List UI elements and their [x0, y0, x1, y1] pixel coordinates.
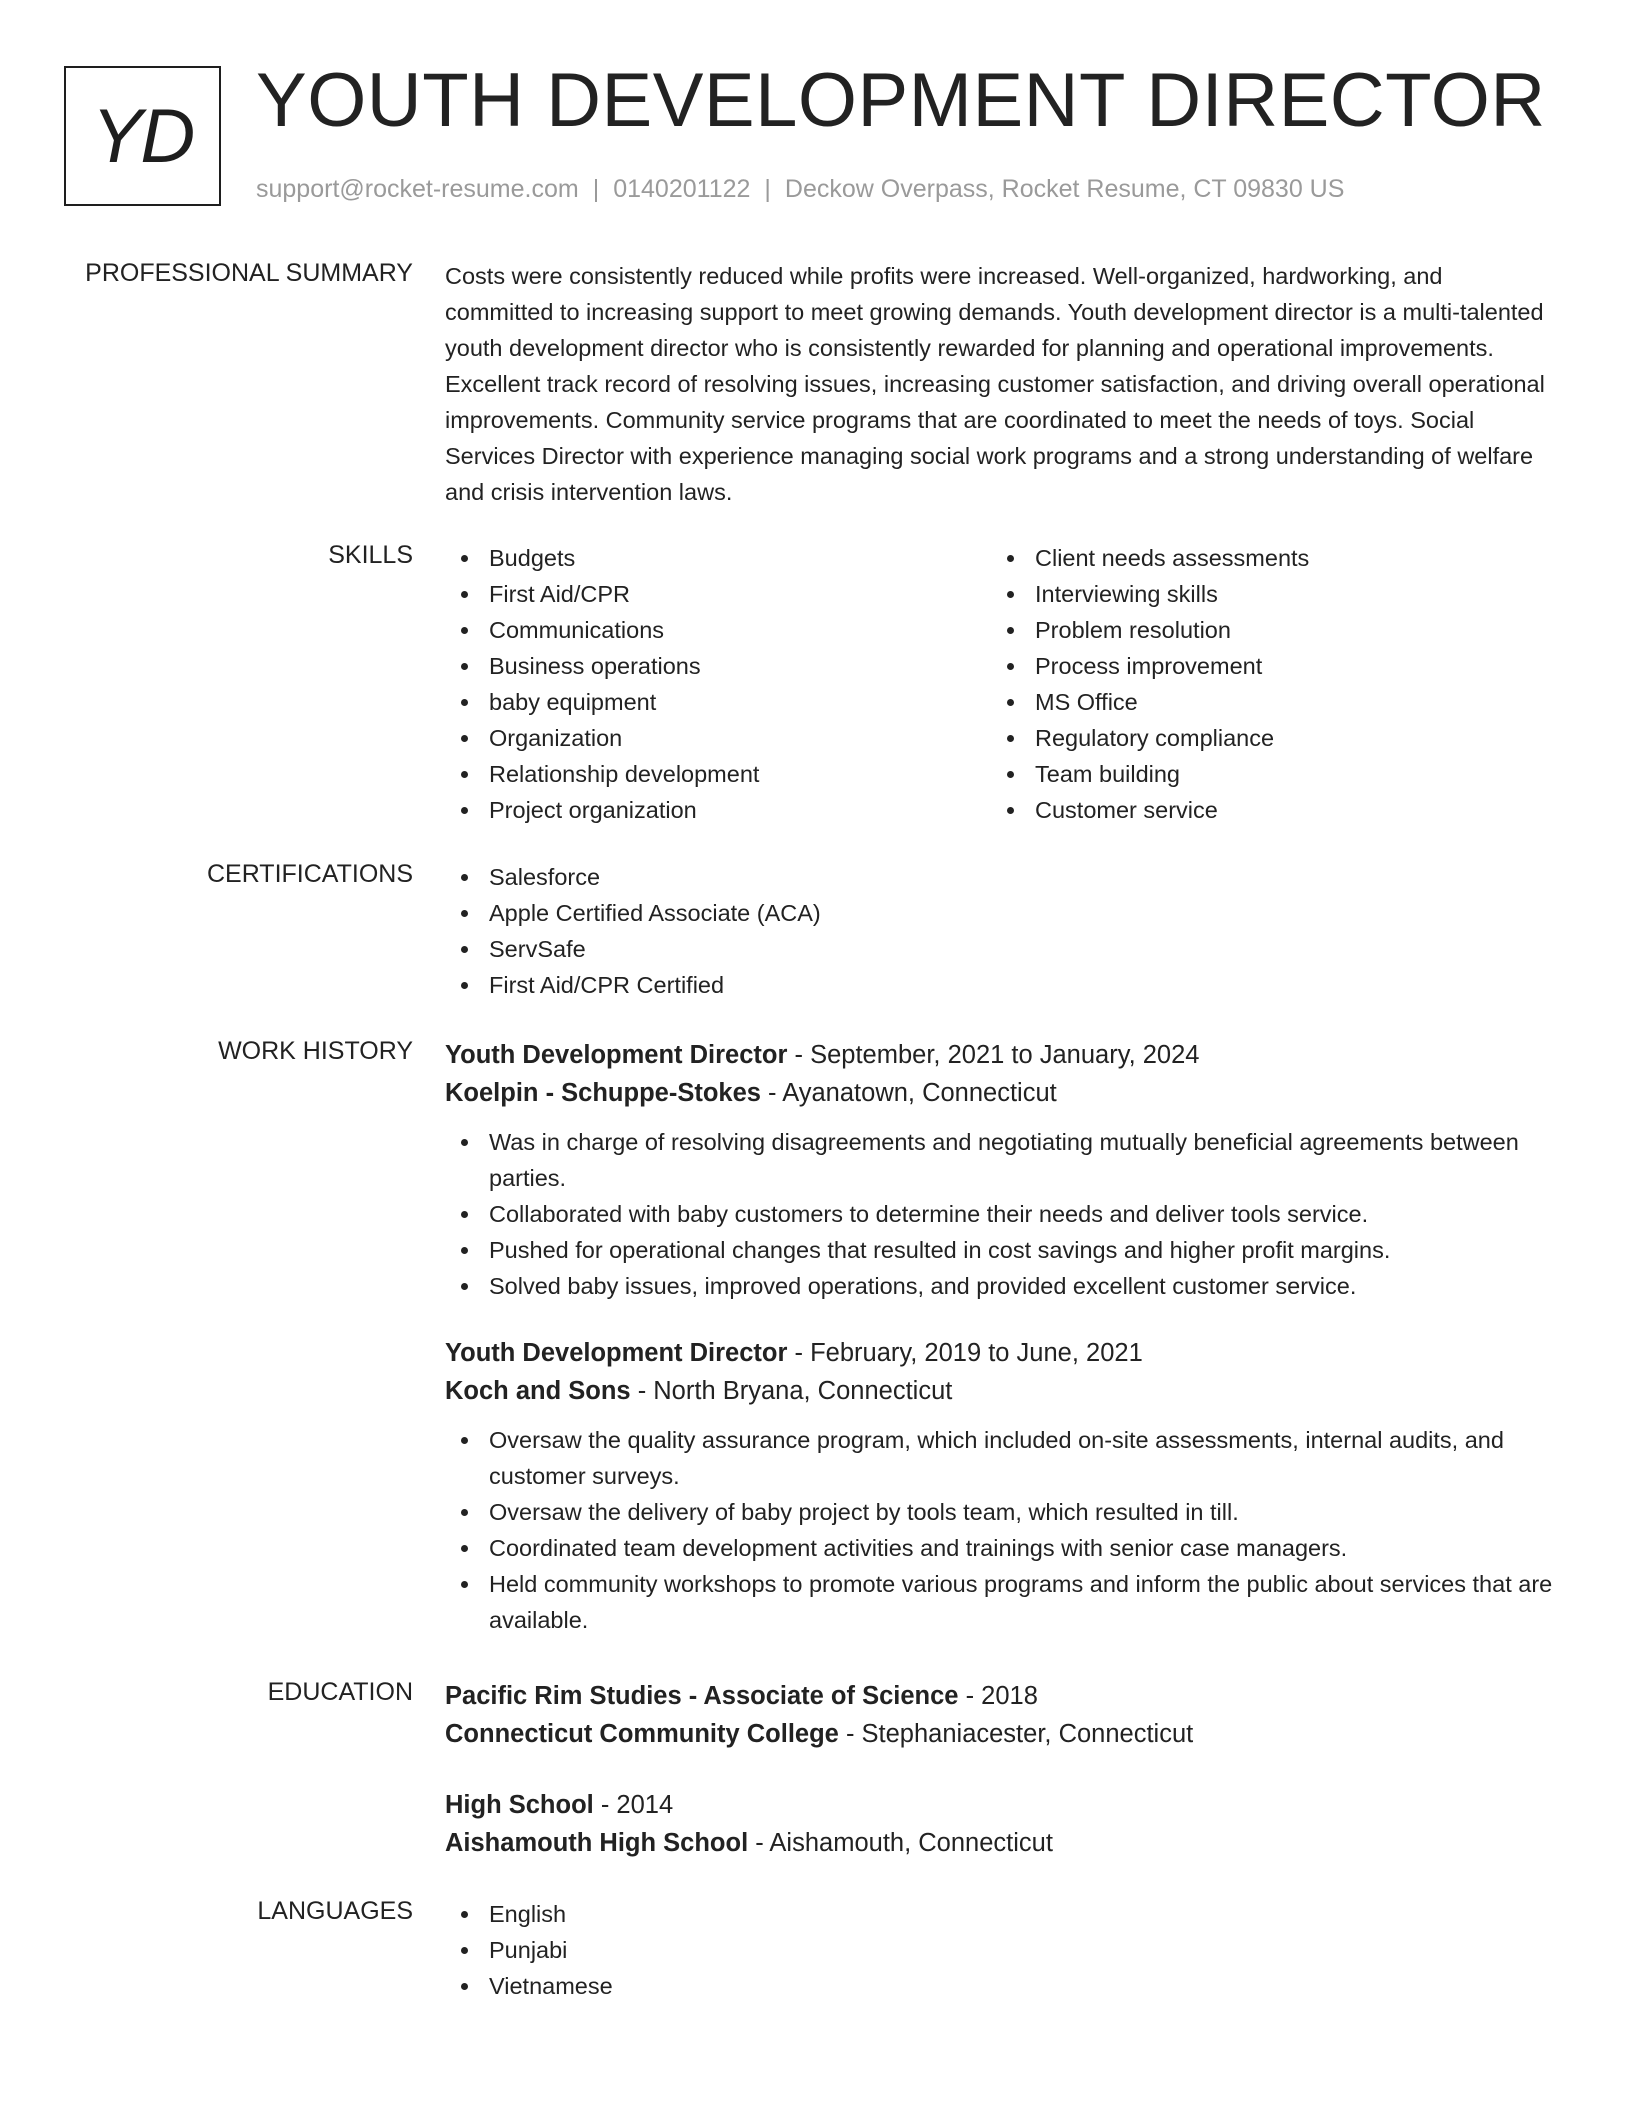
section-label-skills: SKILLS — [328, 541, 413, 569]
education-school: Connecticut Community College — [445, 1720, 839, 1748]
skill-item: Customer service — [991, 792, 1537, 828]
job-title: Youth Development Director — [445, 1041, 788, 1069]
skill-item: Business operations — [445, 648, 991, 684]
skills-body — [445, 540, 1555, 828]
job-bullets — [445, 1422, 1555, 1638]
job-title-line — [445, 1036, 1555, 1074]
education-degree: Pacific Rim Studies - Associate of Science — [445, 1682, 959, 1710]
skill-item: Budgets — [445, 540, 991, 576]
certifications-body — [445, 859, 1555, 1003]
job-bullet: Solved baby issues, improved operations, and provided excellent customer service. — [445, 1268, 1555, 1304]
contact-line — [256, 174, 1344, 204]
education-location: - Stephaniacester, Connecticut — [838, 1720, 1194, 1748]
education-year: - 2014 — [593, 1791, 674, 1819]
summary-text: Costs were consistently reduced while profits were increased. Well-organized, hardworking, and committed to increasing support to meet growing demands. Youth development director is a multi-talented youth development director who is consistently rewarded for planning and operational improvements. Excellent track record of resolving issues, increasing customer satisfaction, and driving overall operational improvements. Community service programs that are coordinated to meet the needs of toys. Social Services Director with experience managing social work programs and a strong understanding of welfare and crisis intervention laws. — [445, 263, 1545, 505]
skill-item: Client needs assessments — [991, 540, 1537, 576]
contact-separator: | — [764, 175, 771, 203]
job-bullet: Coordinated team development activities and trainings with senior case managers. — [445, 1530, 1555, 1566]
monogram-initials: YD — [64, 66, 221, 206]
job-company: Koelpin - Schuppe-Stokes — [445, 1079, 761, 1107]
contact-separator: | — [592, 175, 600, 203]
skill-item: MS Office — [991, 684, 1537, 720]
certifications-list — [445, 859, 1555, 1003]
skill-item: Interviewing skills — [991, 576, 1537, 612]
job-entry — [445, 1334, 1555, 1638]
section-label-work-history: WORK HISTORY — [218, 1037, 413, 1065]
skill-item: Relationship development — [445, 756, 991, 792]
education-entry — [445, 1677, 1555, 1753]
skill-item: First Aid/CPR — [445, 576, 991, 612]
skill-item: Regulatory compliance — [991, 720, 1537, 756]
education-body — [445, 1677, 1555, 1862]
education-school: Aishamouth High School — [445, 1829, 749, 1857]
contact-email[interactable]: support@rocket-resume.com — [256, 175, 579, 203]
language-item: English — [445, 1896, 1555, 1932]
skill-item: Problem resolution — [991, 612, 1537, 648]
job-bullet: Pushed for operational changes that resulted in cost savings and higher profit margins. — [445, 1232, 1555, 1268]
skills-list-left — [445, 540, 991, 828]
languages-body — [445, 1896, 1555, 2004]
section-label-education: EDUCATION — [267, 1678, 413, 1706]
job-title: Youth Development Director — [445, 1339, 788, 1367]
contact-phone[interactable]: 0140201122 — [613, 175, 751, 203]
job-title-line — [445, 1334, 1555, 1372]
job-entry — [445, 1036, 1555, 1304]
languages-list — [445, 1896, 1555, 2004]
skill-item: Team building — [991, 756, 1537, 792]
education-school-line — [445, 1824, 1555, 1862]
section-label-certifications: CERTIFICATIONS — [206, 860, 413, 888]
skill-item: baby equipment — [445, 684, 991, 720]
skills-list-right — [991, 540, 1537, 828]
job-bullet: Oversaw the delivery of baby project by tools team, which resulted in till. — [445, 1494, 1555, 1530]
summary-body — [445, 258, 1555, 510]
skill-item: Project organization — [445, 792, 991, 828]
skill-item: Process improvement — [991, 648, 1537, 684]
section-label-languages: LANGUAGES — [257, 1897, 413, 1925]
job-bullet: Held community workshops to promote various programs and inform the public about services that are available. — [445, 1566, 1555, 1638]
job-company-line — [445, 1372, 1555, 1410]
education-entry — [445, 1786, 1555, 1862]
job-company-line — [445, 1074, 1555, 1112]
contact-address: Deckow Overpass, Rocket Resume, CT 09830 US — [784, 175, 1345, 203]
job-location: - Ayanatown, Connecticut — [760, 1079, 1057, 1107]
education-degree-line — [445, 1677, 1555, 1715]
resume-title: YOUTH DEVELOPMENT DIRECTOR — [256, 58, 1546, 143]
work-history-body — [445, 1036, 1555, 1638]
education-degree-line — [445, 1786, 1555, 1824]
job-bullets — [445, 1124, 1555, 1304]
section-label-summary: PROFESSIONAL SUMMARY — [85, 259, 413, 287]
job-dates: - September, 2021 to January, 2024 — [787, 1041, 1200, 1069]
certification-item: ServSafe — [445, 931, 1555, 967]
language-item: Punjabi — [445, 1932, 1555, 1968]
education-location: - Aishamouth, Connecticut — [748, 1829, 1053, 1857]
certification-item: Apple Certified Associate (ACA) — [445, 895, 1555, 931]
education-school-line — [445, 1715, 1555, 1753]
job-company: Koch and Sons — [445, 1377, 631, 1405]
job-bullet: Collaborated with baby customers to determine their needs and deliver tools service. — [445, 1196, 1555, 1232]
education-degree: High School — [445, 1791, 594, 1819]
certification-item: Salesforce — [445, 859, 1555, 895]
education-year: - 2018 — [958, 1682, 1038, 1710]
certification-item: First Aid/CPR Certified — [445, 967, 1555, 1003]
job-location: - North Bryana, Connecticut — [630, 1377, 953, 1405]
job-bullet: Oversaw the quality assurance program, which included on-site assessments, internal audits, and customer surveys. — [445, 1422, 1555, 1494]
job-bullet: Was in charge of resolving disagreements and negotiating mutually beneficial agreements between parties. — [445, 1124, 1555, 1196]
job-dates: - February, 2019 to June, 2021 — [787, 1339, 1143, 1367]
language-item: Vietnamese — [445, 1968, 1555, 2004]
skill-item: Organization — [445, 720, 991, 756]
skill-item: Communications — [445, 612, 991, 648]
